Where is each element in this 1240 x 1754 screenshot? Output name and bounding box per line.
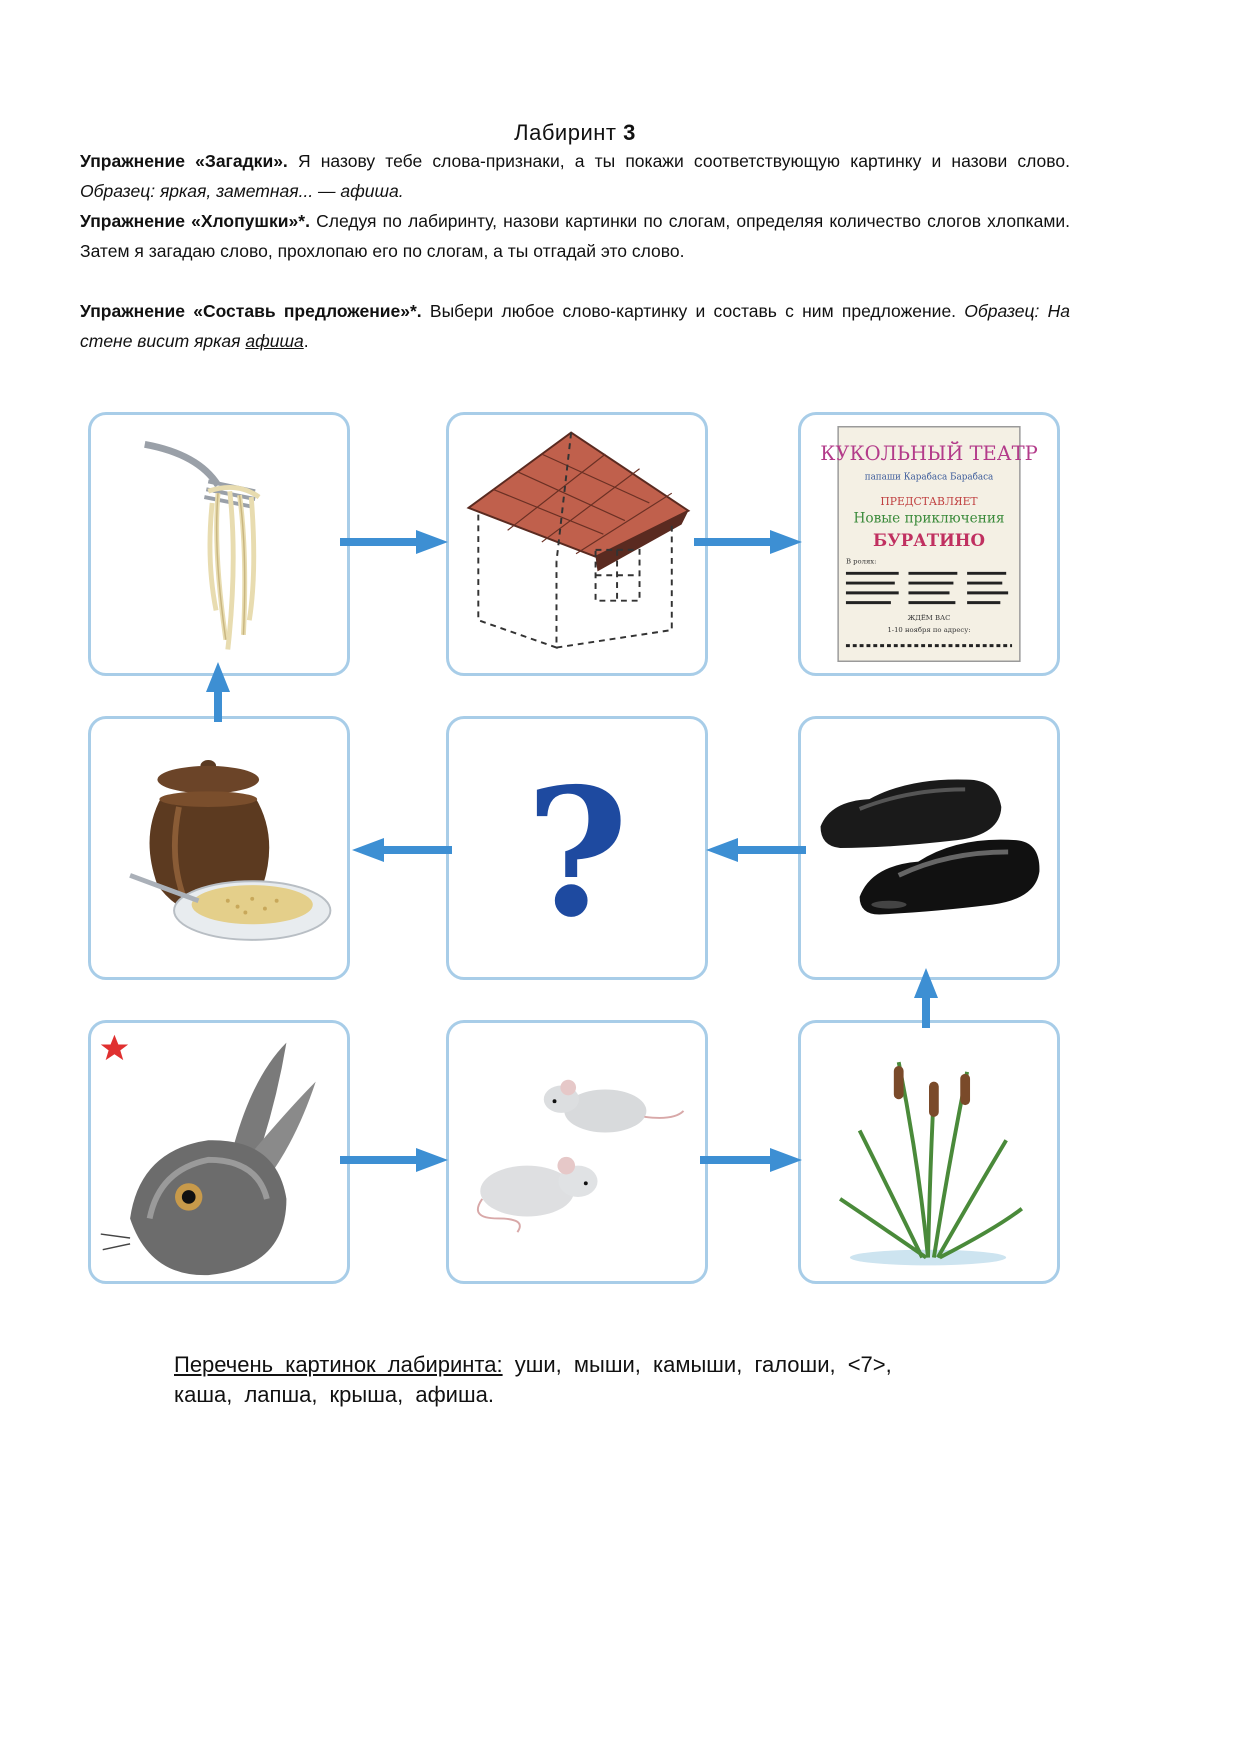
poster-subtitle: папаши Карабаса Барабаса bbox=[864, 472, 994, 483]
cell-galoshes[interactable] bbox=[798, 716, 1060, 980]
cell-noodles[interactable] bbox=[88, 412, 350, 676]
cell-mice[interactable] bbox=[446, 1020, 708, 1284]
hare-icon bbox=[91, 1023, 347, 1281]
poster-waiting: ЖДЁМ ВАС bbox=[907, 614, 951, 623]
page-title bbox=[0, 120, 1150, 146]
arrow-right-icon bbox=[340, 1148, 450, 1172]
galoshes-icon bbox=[801, 719, 1057, 977]
title-text: Лабиринт bbox=[514, 120, 617, 145]
reeds-icon bbox=[801, 1023, 1057, 1281]
noodles-icon bbox=[91, 415, 347, 673]
cell-reeds[interactable] bbox=[798, 1020, 1060, 1284]
arrow-right-icon bbox=[700, 1148, 804, 1172]
word-list bbox=[174, 1350, 994, 1410]
arrow-right-icon bbox=[340, 530, 450, 554]
arrow-up-icon bbox=[914, 968, 938, 1028]
mice-icon bbox=[449, 1023, 705, 1281]
arrow-left-icon bbox=[352, 838, 452, 862]
roof-icon bbox=[449, 415, 705, 673]
arrow-right-icon bbox=[694, 530, 804, 554]
cell-roof[interactable] bbox=[446, 412, 708, 676]
poster-presents: ПРЕДСТАВЛЯЕТ bbox=[880, 494, 978, 508]
exercise-sentence: Упражнение «Составь предложение»*. Выбери любое слово-картинку и составь с ним предложение. Образец: На стене висит яркая афиша. bbox=[80, 301, 1070, 351]
word-list-line2: каша, лапша, крыша, афиша. bbox=[174, 1382, 494, 1407]
sample-word: афиша bbox=[245, 331, 304, 351]
star-icon bbox=[101, 1035, 128, 1060]
exercise-head: Упражнение «Составь предложение»*. bbox=[80, 301, 422, 321]
exercise-text: Следуя по лабиринту, назови картинки по слогам, определяя количество слогов хлопками. Затем я загадаю слово, прохлопаю его по слогам, а ты отгадай это слово. bbox=[80, 211, 1070, 261]
cell-poster[interactable] bbox=[798, 412, 1060, 676]
exercise-head: Упражнение «Хлопушки»*. bbox=[80, 211, 310, 231]
poster-adventures: Новые приключения bbox=[853, 510, 1005, 527]
exercise-riddles bbox=[80, 146, 1070, 206]
sample-label: Образец: bbox=[80, 181, 156, 201]
cell-hare[interactable] bbox=[88, 1020, 350, 1284]
arrow-left-icon bbox=[706, 838, 806, 862]
exercise-text: Я назову тебе слова-признаки, а ты покажи соответствующую картинку и назови слово. bbox=[297, 151, 1070, 171]
cell-porridge[interactable] bbox=[88, 716, 350, 980]
word-list-label: Перечень картинок лабиринта: bbox=[174, 1352, 503, 1377]
poster-buratino: БУРАТИНО bbox=[873, 529, 985, 550]
title-number: 3 bbox=[623, 120, 636, 145]
arrow-up-icon bbox=[206, 662, 230, 722]
exercise-head: Упражнение «Загадки». bbox=[80, 151, 288, 171]
poster-title: КУКОЛЬНЫЙ ТЕАТР bbox=[820, 441, 1038, 465]
word-list-line1: уши, мыши, камыши, галоши, <7>, bbox=[514, 1352, 892, 1377]
cell-question[interactable] bbox=[446, 716, 708, 980]
poster-address: 1-10 ноября по адресу: bbox=[887, 625, 971, 634]
sample-text: яркая, заметная... — афиша. bbox=[159, 181, 404, 201]
exercise-claps bbox=[80, 206, 1070, 266]
question-mark bbox=[449, 719, 705, 977]
exercise-text: Выбери любое слово-картинку и составь с ним предложение. bbox=[429, 301, 957, 321]
poster-roles: В ролях: bbox=[845, 557, 877, 566]
svg-text:?: ? bbox=[525, 750, 629, 957]
sample-before: На стене висит яркая bbox=[80, 301, 1070, 351]
sample-label: Образец: bbox=[964, 301, 1040, 321]
porridge-icon bbox=[91, 719, 347, 977]
